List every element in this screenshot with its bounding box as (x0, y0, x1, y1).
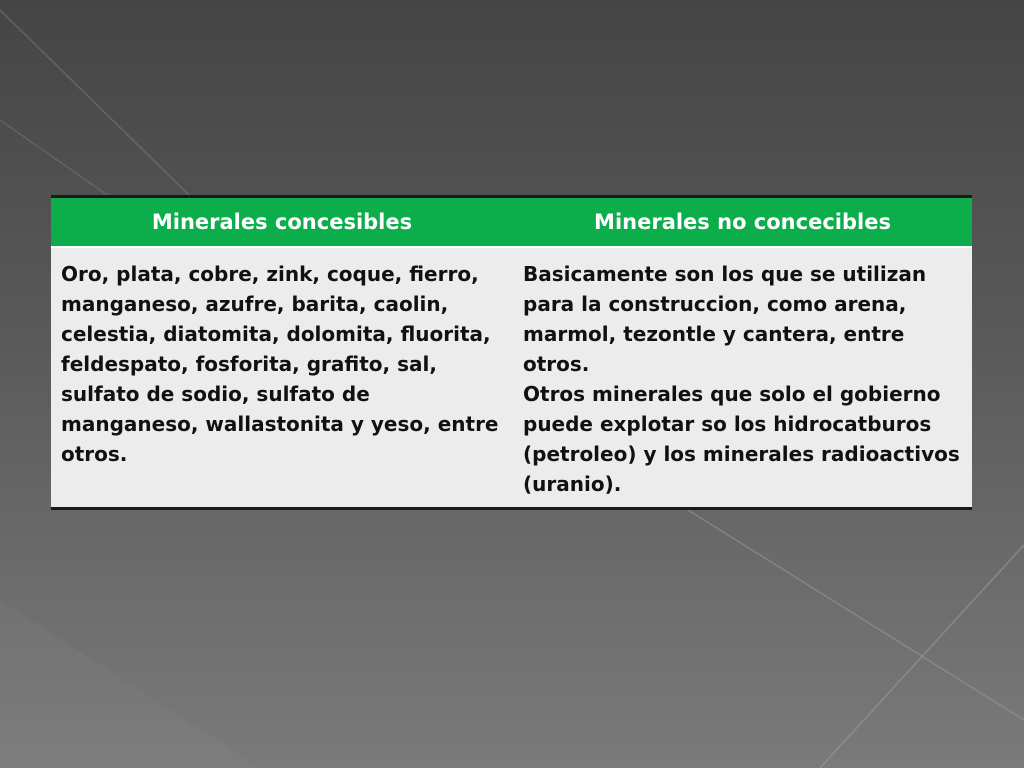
table (51, 198, 972, 507)
bg-line (680, 505, 1024, 720)
cell-no-concesibles-paragraph-2: Otros minerales que solo el gobierno puede explotar so los hidrocatburos (petroleo) y los minerales radioactivos (uranio). (523, 382, 960, 496)
cell-no-concesibles-paragraph-1: Basicamente son los que se utilizan para la construccion, como arena, marmol, tezontle y cantera, entre otros. (523, 262, 927, 376)
bg-facet (0, 600, 260, 768)
header-concesibles: Minerales concesibles (51, 198, 513, 247)
table-row (51, 247, 972, 507)
table-header-row (51, 198, 972, 247)
minerals-table (51, 195, 972, 510)
header-no-concesibles: Minerales no concecibles (513, 198, 972, 247)
cell-no-concesibles (513, 247, 972, 507)
cell-concesibles: Oro, plata, cobre, zink, coque, fierro, manganeso, azufre, barita, caolin, celestia, diatomita, dolomita, fluorita, feldespato, fosforita, grafito, sal, sulfato de sodio, sulfato de manganeso, wallastonita y yeso, entre otros. (61, 262, 499, 466)
